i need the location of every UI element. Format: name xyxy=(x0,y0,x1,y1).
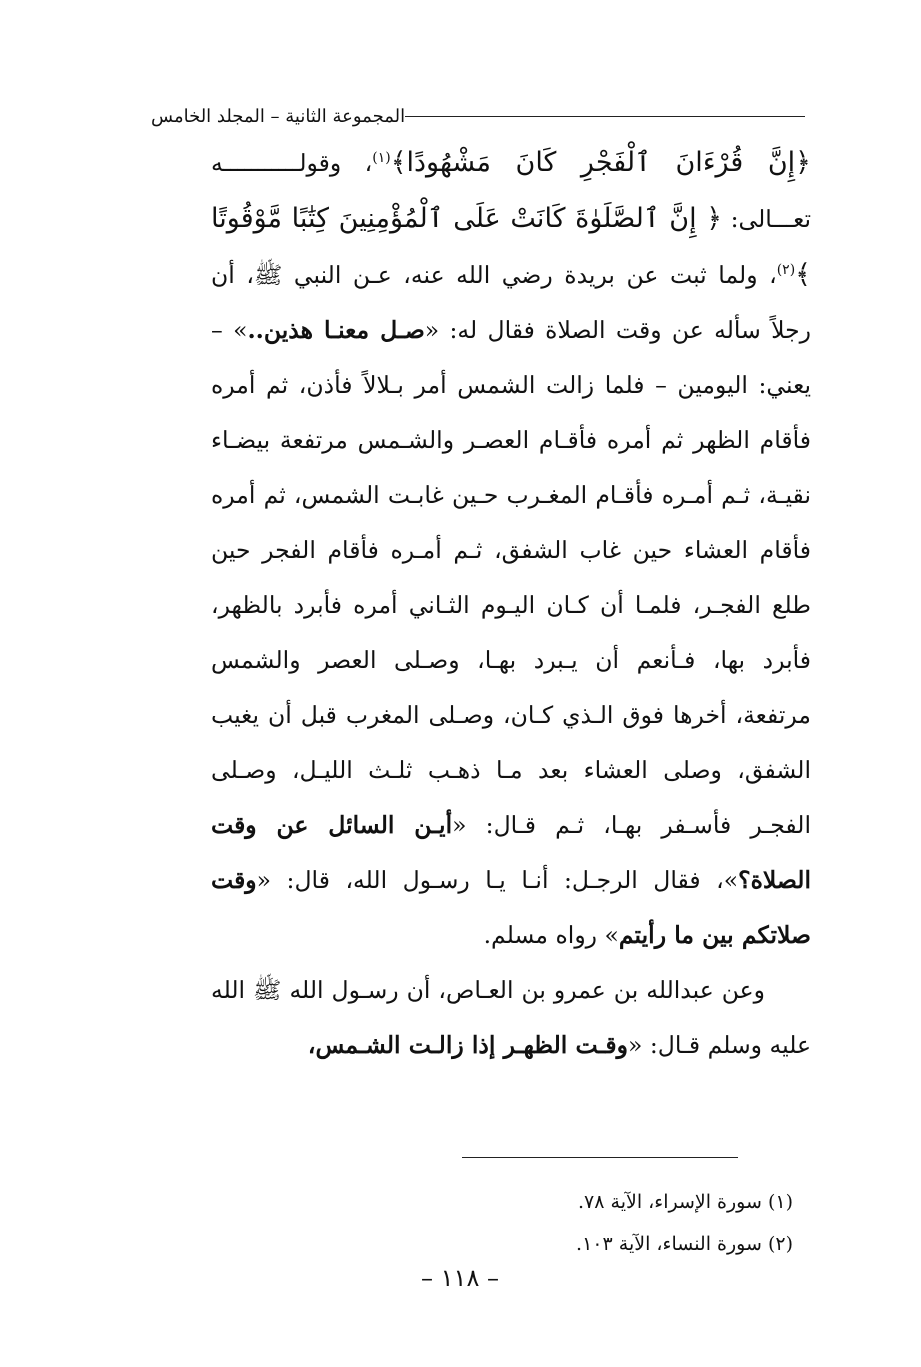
main-text xyxy=(211,135,811,1073)
header-rule xyxy=(405,116,805,117)
hadith-quote: وقـت الظهـر إذا زالـت الشـمس، xyxy=(307,1031,628,1059)
quran-verse-1: إِنَّ قُرْءَانَ ٱلْفَجْرِ كَانَ مَشْهُودًا xyxy=(406,147,796,178)
text-segment: » رواه مسلم. xyxy=(483,921,619,949)
footnotes xyxy=(233,1181,793,1265)
paragraph-1 xyxy=(211,135,811,963)
footnote-separator xyxy=(462,1157,738,1158)
quran-bracket-close: ﴾ xyxy=(390,147,407,178)
footnote-1: (١) سورة الإسراء، الآية ٧٨. xyxy=(578,1191,793,1213)
running-header xyxy=(141,98,811,134)
hadith-quote: أيـن السائل عن وقت الصلاة؟ xyxy=(211,811,811,894)
footnote-ref-2: (٢) xyxy=(776,262,796,279)
hadith-quote: صـل معنـا هذين.. xyxy=(247,316,425,344)
text-segment: » – يعني: اليومين – فلما زالت الشمس أمر بـلالاً فأذن، ثم أمره فأقام الظهر ثم أمره فأقـام العصـر والشـمس مرتفعة بيضـاء نقيـة، ثـم أمـره فأقـام المغـرب حـين غابـت الشمس، ثم أمره فأقام العشاء حين غاب الشفق، ثـم أمـره فأقام الفجر حين طلع الفجـر، فلمـا أن كـان اليـوم الثـاني أمره فأبرد بالظهر، فأبرد بها، فـأنعم أن يـبرد بهـا، وصـلى العصر والشمس مرتفعة، أخرها فوق الـذي كـان، وصـلى المغرب قبل أن يغيب الشفق، وصلى العشاء بعد مـا ذهـب ثلـث الليـل، وصـلى الفجـر فأسـفر بهـا، ثـم قـال: « xyxy=(211,316,811,839)
text-segment: ، وقولـــــــــــه تعـــالى: xyxy=(211,149,811,233)
paragraph-2 xyxy=(211,963,811,1073)
text-segment: »، فقال الرجـل: أنـا يـا رسـول الله، قال: « xyxy=(256,866,739,894)
page-number: – ١١٨ – xyxy=(421,1264,499,1292)
quran-bracket-open: ﴿ xyxy=(795,147,811,178)
quran-verse-2: ﴿ إِنَّ ٱلصَّلَوٰةَ كَانَتْ عَلَى ٱلْمُؤْمِنِينَ كِتَٰبًا مَّوْقُوتًا ﴾ xyxy=(211,203,811,290)
header-title: المجموعة الثانية – المجلد الخامس xyxy=(151,105,406,127)
hadith-quote: وقت صلاتكم بين ما رأيتم xyxy=(211,866,811,949)
footnote-ref-1: (١) xyxy=(372,150,391,167)
text-segment: وعن عبدالله بن عمرو بن العـاص، أن رسـول الله ﷺ الله عليه وسلم قـال: « xyxy=(211,976,811,1059)
footnote-2: (٢) سورة النساء، الآية ١٠٣. xyxy=(576,1233,793,1255)
text-segment: ، ولما ثبت عن بريدة رضي الله عنه، عـن النبي ﷺ، أن رجلاً سأله عن وقت الصلاة فقال له: « xyxy=(211,261,811,344)
